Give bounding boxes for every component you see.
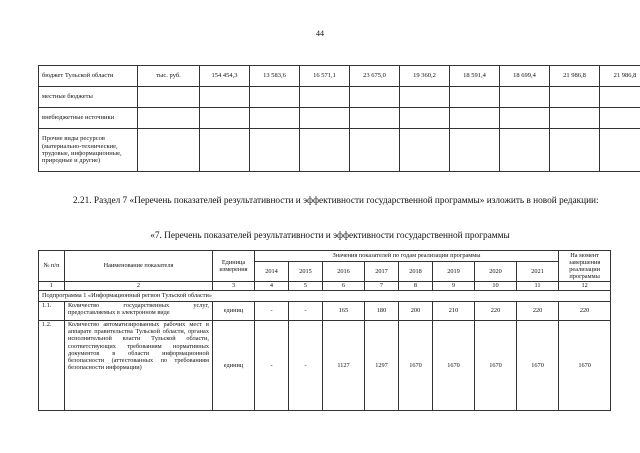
indicator-row — [39, 302, 611, 321]
budget-value — [600, 129, 640, 172]
subprogram-row: Подпрограмма 1 «Информационный регион Тульской области» — [39, 291, 611, 302]
budget-value: 154 454,3 — [200, 66, 250, 87]
budget-value: 18 591,4 — [450, 66, 500, 87]
budget-source-label: бюджет Тульской области — [39, 66, 138, 87]
indicator-value: 220 — [475, 302, 517, 321]
budget-value — [400, 87, 450, 108]
budget-value — [450, 108, 500, 129]
budget-value: 13 583,6 — [250, 66, 300, 87]
budget-unit: тыс. руб. — [138, 66, 200, 87]
budget-value — [450, 129, 500, 172]
budget-value — [500, 108, 550, 129]
header-year: 2021 — [517, 262, 559, 282]
budget-value — [250, 87, 300, 108]
indicator-value: 220 — [517, 302, 559, 321]
indicator-value: 1670 — [475, 321, 517, 411]
column-number: 4 — [255, 282, 289, 291]
budget-value — [350, 129, 400, 172]
budget-unit — [138, 87, 200, 108]
budget-value — [600, 108, 640, 129]
indicator-value: 200 — [399, 302, 433, 321]
indicator-final: 220 — [559, 302, 611, 321]
budget-row — [39, 129, 640, 172]
budget-row — [39, 66, 640, 87]
column-number: 11 — [517, 282, 559, 291]
budget-value: 18 699,4 — [500, 66, 550, 87]
column-number: 2 — [65, 282, 213, 291]
budget-value — [400, 129, 450, 172]
indicator-final: 1670 — [559, 321, 611, 411]
indicator-value: 210 — [433, 302, 475, 321]
header-year: 2016 — [323, 262, 365, 282]
budget-source-label: внебюджетные источники — [39, 108, 138, 129]
column-number: 7 — [365, 282, 399, 291]
indicator-name: Количество государственных услуг, предоставляемых в электронном виде — [65, 302, 213, 321]
column-number: 9 — [433, 282, 475, 291]
indicator-unit: единиц — [213, 321, 255, 411]
indicator-unit: единиц — [213, 302, 255, 321]
indicators-table — [38, 250, 611, 411]
budget-value — [200, 108, 250, 129]
column-number: 6 — [323, 282, 365, 291]
budget-value — [400, 108, 450, 129]
indicator-name: Количество автоматизированных рабочих мест в аппарате правительства Тульской области, органах исполнительной власти Тульской области, соответствующих требованиям нормативных документов в области информационной безопасности (аттестованных по требованиям безопасности информации) — [65, 321, 213, 411]
indicator-num: 1.1. — [39, 302, 65, 321]
budget-value — [300, 108, 350, 129]
header-year: 2015 — [289, 262, 323, 282]
header-values-group: Значения показателей по годам реализации программы — [255, 251, 559, 262]
budget-unit — [138, 129, 200, 172]
budget-row — [39, 87, 640, 108]
budget-value — [550, 108, 600, 129]
amendment-paragraph: 2.21. Раздел 7 «Перечень показателей результативности и эффективности государственной программы» изложить в новой редакции: — [73, 196, 599, 206]
section-title: «7. Перечень показателей результативности и эффективности государственной программы — [150, 231, 510, 241]
budget-value — [350, 108, 400, 129]
budget-table — [38, 65, 640, 172]
header-year: 2019 — [433, 262, 475, 282]
budget-value — [600, 87, 640, 108]
header-year: 2017 — [365, 262, 399, 282]
header-unit: Единица измерения — [213, 251, 255, 282]
page-number: 44 — [316, 29, 324, 38]
budget-source-label: Прочие виды ресурсов (материально-технические, трудовые, информационные, природные и другие) — [39, 129, 138, 172]
budget-value — [300, 87, 350, 108]
budget-value — [250, 108, 300, 129]
budget-unit — [138, 108, 200, 129]
column-number: 1 — [39, 282, 65, 291]
column-number: 8 — [399, 282, 433, 291]
column-number: 12 — [559, 282, 611, 291]
indicator-value: 1297 — [365, 321, 399, 411]
header-year: 2014 — [255, 262, 289, 282]
budget-value — [350, 87, 400, 108]
budget-value — [550, 87, 600, 108]
header-year: 2020 — [475, 262, 517, 282]
budget-value — [250, 129, 300, 172]
budget-value: 21 986,8 — [600, 66, 640, 87]
budget-value — [200, 129, 250, 172]
indicator-value: - — [289, 321, 323, 411]
budget-source-label: местные бюджеты — [39, 87, 138, 108]
budget-value: 23 675,0 — [350, 66, 400, 87]
budget-row — [39, 108, 640, 129]
indicator-value: - — [255, 302, 289, 321]
budget-value: 16 571,1 — [300, 66, 350, 87]
header-year: 2018 — [399, 262, 433, 282]
budget-value — [300, 129, 350, 172]
budget-value — [450, 87, 500, 108]
budget-value — [550, 129, 600, 172]
budget-value — [500, 129, 550, 172]
indicator-value: 1670 — [399, 321, 433, 411]
indicator-num: 1.2. — [39, 321, 65, 411]
header-name: Наименование показателя — [65, 251, 213, 282]
indicator-value: 180 — [365, 302, 399, 321]
budget-value: 21 986,8 — [550, 66, 600, 87]
indicator-value: - — [255, 321, 289, 411]
column-number: 3 — [213, 282, 255, 291]
budget-value — [500, 87, 550, 108]
header-num: № п/п — [39, 251, 65, 282]
budget-value — [200, 87, 250, 108]
column-number: 10 — [475, 282, 517, 291]
budget-value: 19 360,2 — [400, 66, 450, 87]
indicator-value: 1670 — [517, 321, 559, 411]
indicator-value: 1670 — [433, 321, 475, 411]
indicator-value: - — [289, 302, 323, 321]
column-number: 5 — [289, 282, 323, 291]
header-final: На момент завершения реализации программы — [559, 251, 611, 282]
indicator-row — [39, 321, 611, 411]
indicator-value: 165 — [323, 302, 365, 321]
indicator-value: 1127 — [323, 321, 365, 411]
